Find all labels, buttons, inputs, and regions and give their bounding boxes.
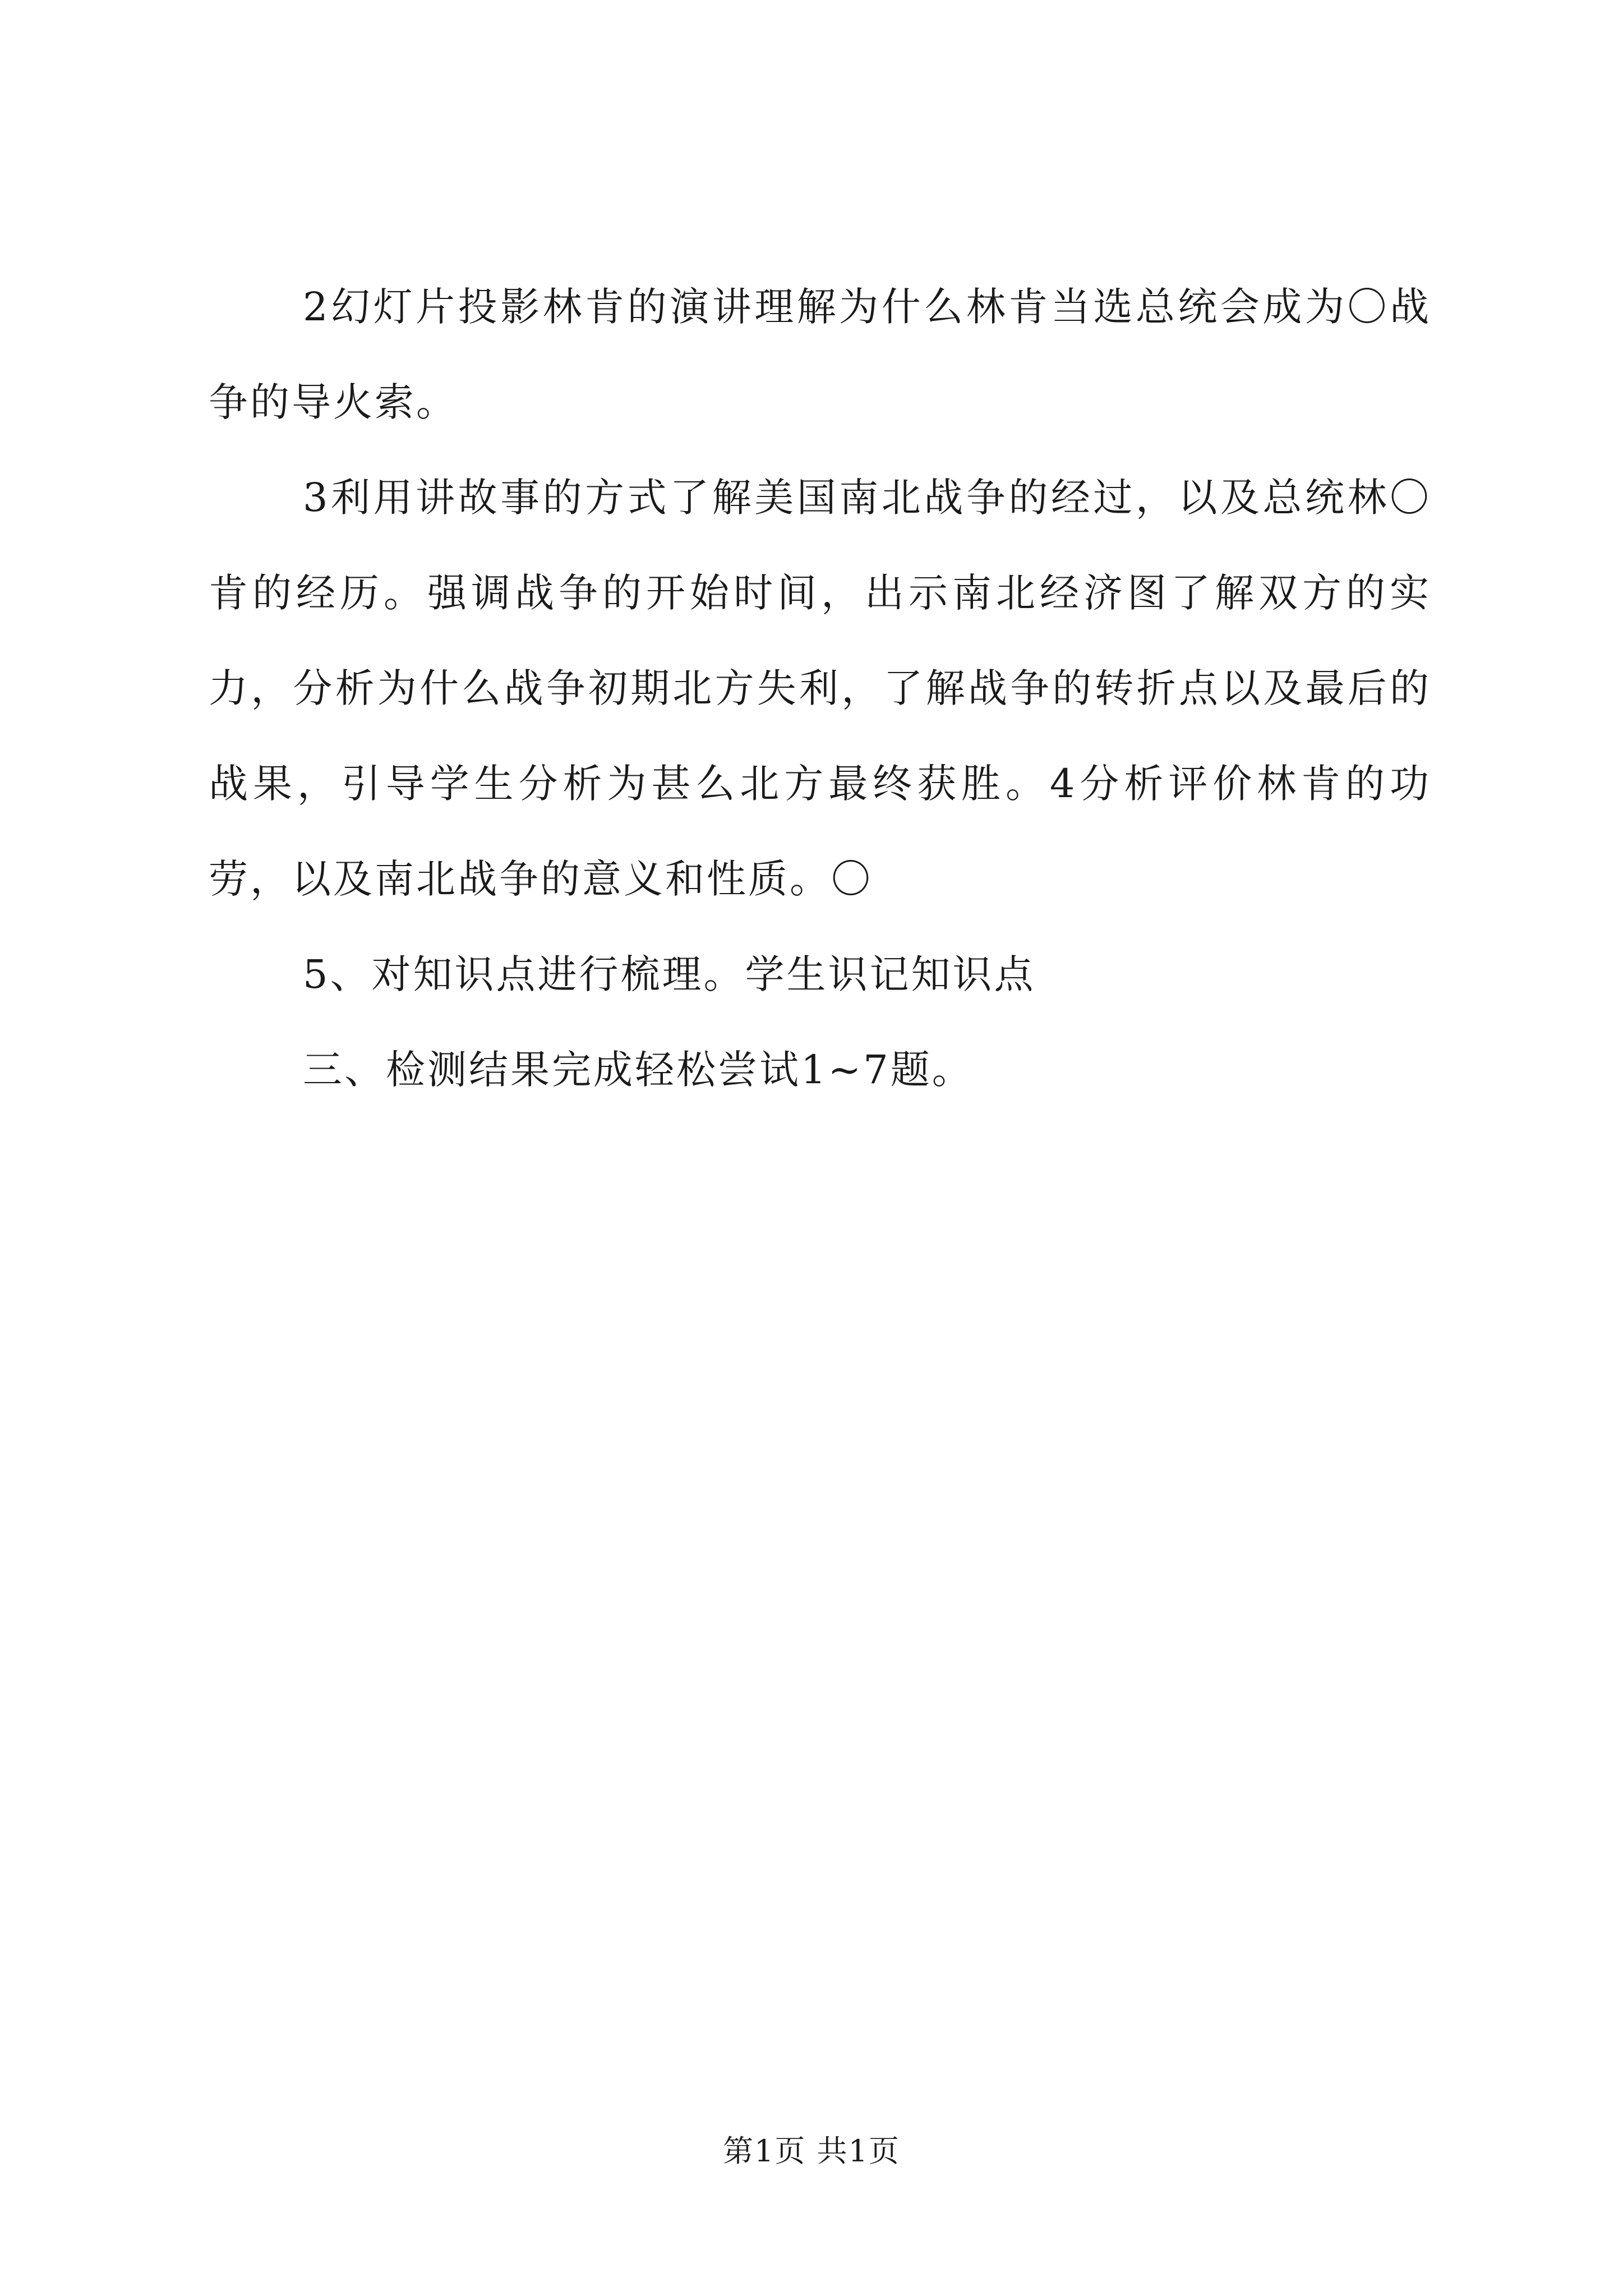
document-body — [209, 259, 1431, 1117]
paragraph-knowledge-review: 5、对知识点进行梳理。学生识记知识点 — [303, 951, 1036, 997]
page-footer: 第1页 共1页 — [723, 2133, 900, 2169]
paragraph-civil-war-story: 3利用讲故事的方式了解美国南北战争的经过，以及总统林〇肯的经历。强调战争的开始时间，出示南北经济图了解双方的实力，分析为什么战争初期北方失利，了解战争的转折点以及最后的战果，引导学生分析为甚么北方最终获胜。4分析评价林肯的功劳，以及南北战争的意义和性质。〇 — [209, 475, 1431, 902]
paragraph-test-results: 三、检测结果完成轻松尝试1~7题。 — [303, 1047, 974, 1093]
paragraph-lincoln-speech: 2幻灯片投影林肯的演讲理解为什么林肯当选总统会成为〇战争的导火索。 — [209, 284, 1431, 425]
